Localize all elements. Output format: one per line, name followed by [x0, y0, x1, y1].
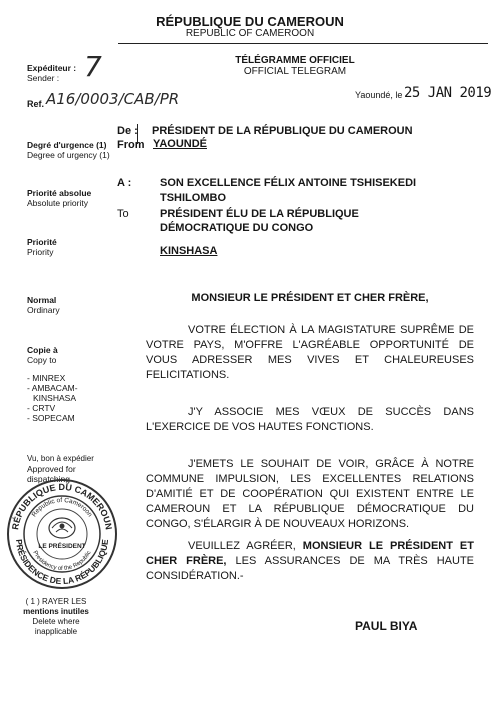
to-label-en: To: [117, 208, 129, 220]
copy-recipient: - AMBACAM-: [27, 383, 78, 393]
telegram-title-en: OFFICIAL TELEGRAM: [243, 66, 347, 77]
to-title-line2: DÉMOCRATIQUE DU CONGO: [160, 222, 314, 234]
to-label-fr: A :: [117, 177, 132, 189]
body-paragraph: J'EMETS LE SOUHAIT DE VOIR, GRÂCE À NOTRE COMMUNE IMPULSION, LES EXCELLENTES RELATIONS D'AMITIÉ ET DE COOPÉRATION QUI EXISTENT ENTRE LE CAMEROUN ET LA RÉPUBLIQUE DÉMOCRATIQUE DU CONGO, S'ÉLARGIR À DE NOUVEAUX HORIZONS.: [146, 458, 474, 530]
priority-absolute-block: [27, 188, 91, 208]
footnote-line3: Delete where: [32, 617, 80, 626]
approved-line2: Approved for: [27, 464, 76, 474]
normal-fr: Normal: [27, 295, 57, 305]
date-stamp: 25 JAN 2019: [404, 85, 492, 101]
closing-paragraph: [146, 539, 474, 584]
copy-label-fr: Copie à: [27, 345, 58, 355]
body-paragraph: VOTRE ÉLECTION À LA MAGISTATURE SUPRÊME DE VOTRE PAYS, M'OFFRE L'AGRÉABLE OPPORTUNITÉ DE VOUS ADRESSER MES VIVES ET CHALEUREUSES FELICITATIONS.: [146, 324, 474, 381]
body-paragraph: J'Y ASSOCIE MES VŒUX DE SUCCÈS DANS L'EXERCICE DE VOS HAUTES FONCTIONS.: [146, 406, 474, 433]
copy-recipient: - CRTV: [27, 403, 56, 413]
salutation: MONSIEUR LE PRÉSIDENT ET CHER FRÈRE,: [191, 292, 429, 304]
to-city: KINSHASA: [160, 245, 218, 257]
copy-block: [27, 345, 78, 423]
urgency-label-en: Degree of urgency (1): [27, 150, 110, 160]
republic-title-en: REPUBLIC OF CAMEROON: [185, 28, 315, 39]
header-divider: [118, 43, 488, 44]
footnote-line4: inapplicable: [34, 627, 78, 636]
signature-name: PAUL BIYA: [355, 619, 418, 633]
seal-center-text: LE PRÉSIDENT: [38, 543, 86, 550]
from-label-en: From: [117, 139, 145, 151]
from-value: PRÉSIDENT DE LA RÉPUBLIQUE DU CAMEROUN: [152, 125, 413, 137]
svg-text:Presidency of the Republic: [31, 550, 92, 572]
svg-text:Republic of Cameroon: [31, 497, 94, 519]
approved-line3: dispatching: [27, 474, 71, 484]
closing-post: LES ASSURANCES DE MA TRÈS HAUTE CONSIDÉRATION.-: [146, 555, 475, 582]
ref-label: Ref.: [27, 99, 45, 109]
closing-bold: MONSIEUR LE PRÉSIDENT ET CHER FRÈRE,: [146, 540, 474, 567]
footnote-line1: ( 1 ) RAYER LES: [25, 597, 87, 606]
approved-line1: Vu, bon à expédier: [27, 454, 94, 463]
seal-outer-top: RÉPUBLIQUE DU CAMEROUN: [10, 481, 114, 531]
republic-title-fr: RÉPUBLIQUE DU CAMEROUN: [156, 14, 344, 29]
to-name-line1: SON EXCELLENCE FÉLIX ANTOINE TSHISEKEDI: [160, 177, 417, 189]
seal-inner-bottom: Presidency of the Republic: [31, 550, 93, 573]
closing-pre: VEUILLEZ AGRÉER,: [188, 540, 296, 552]
seal-emblem-icon: [49, 518, 75, 538]
sender-label-en: Sender :: [27, 73, 60, 83]
date-prefix: Yaoundé, le: [355, 90, 403, 100]
priority-absolute-en: Absolute priority: [27, 198, 88, 208]
copy-label-en: Copy to: [27, 355, 57, 365]
copy-recipient: - SOPECAM: [27, 413, 75, 423]
from-label-fr: De :: [117, 125, 138, 137]
presidential-seal-stamp: [6, 478, 118, 590]
priority-fr: Priorité: [27, 237, 57, 247]
ref-handwritten: A16/0003/CAB/PR: [46, 90, 180, 108]
priority-en: Priority: [27, 247, 54, 257]
urgency-block: [27, 140, 110, 160]
copy-recipient: KINSHASA: [33, 393, 76, 403]
sender-block: [27, 63, 76, 83]
urgency-label-fr: Degré d'urgence (1): [27, 140, 107, 150]
telegram-title-fr: TÉLÉGRAMME OFFICIEL: [235, 55, 355, 66]
sender-handwritten: 7: [84, 50, 102, 83]
sender-label-fr: Expéditeur :: [27, 63, 77, 73]
ordinary-block: [27, 295, 60, 315]
priority-block: [27, 237, 57, 257]
footnote-line2: mentions inutiles: [23, 607, 89, 616]
to-name-line2: TSHILOMBO: [160, 192, 226, 204]
seal-outer-bottom: PRÉSIDENCE DE LA RÉPUBLIQUE: [13, 538, 111, 587]
normal-en: Ordinary: [27, 305, 60, 315]
copy-recipient: - MINREX: [27, 373, 66, 383]
to-title-line1: PRÉSIDENT ÉLU DE LA RÉPUBLIQUE: [160, 208, 359, 220]
seal-inner-top: Republic of Cameroon: [30, 496, 94, 519]
footnote-block: [17, 597, 95, 637]
priority-absolute-fr: Priorité absolue: [27, 188, 92, 198]
from-divider: [137, 124, 138, 144]
from-city: YAOUNDÉ: [153, 138, 207, 150]
